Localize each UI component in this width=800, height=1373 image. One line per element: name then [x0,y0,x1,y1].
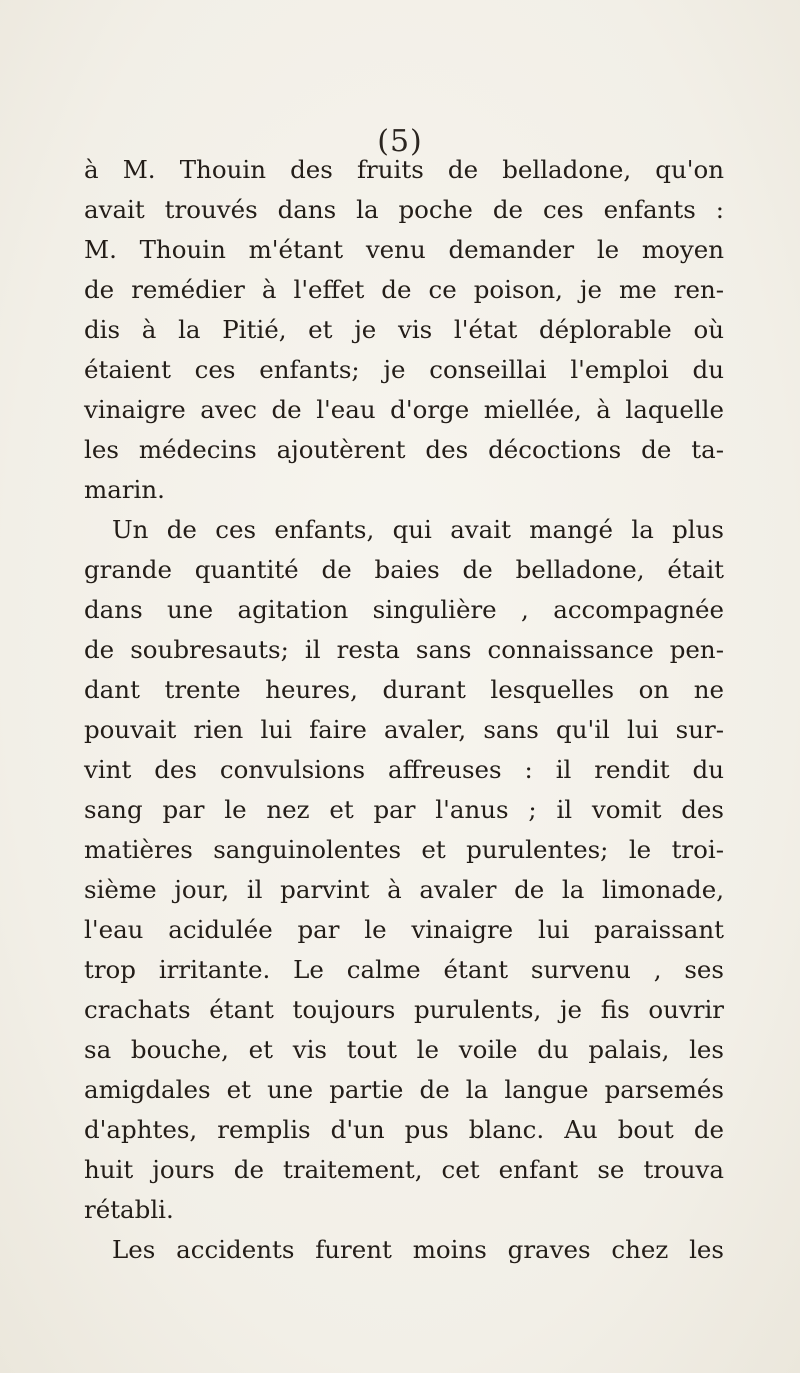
text-line: dans une agitation singulière , accompagnée [84,595,724,624]
text-line: vint des convulsions affreuses : il rendit du [84,755,724,784]
text-line: sang par le nez et par l'anus ; il vomit des [84,795,724,824]
text-line: de remédier à l'effet de ce poison, je me ren- [84,275,724,304]
text-line: dis à la Pitié, et je vis l'état déplorable où [84,315,724,344]
text-line: vinaigre avec de l'eau d'orge miellée, à laquelle [84,395,724,424]
text-line: matières sanguinolentes et purulentes; le troi- [84,835,724,864]
text-line: trop irritante. Le calme étant survenu , ses [84,955,724,984]
text-line: l'eau acidulée par le vinaigre lui paraissant [84,915,724,944]
text-line: de soubresauts; il resta sans connaissance pen- [84,635,724,664]
paragraph-start-line: Les accidents furent moins graves chez les [112,1235,724,1264]
text-line: avait trouvés dans la poche de ces enfants : [84,195,724,224]
text-line: à M. Thouin des fruits de belladone, qu'on [84,155,724,184]
text-line: dant trente heures, durant lesquelles on ne [84,675,724,704]
text-line: M. Thouin m'étant venu demander le moyen [84,235,724,264]
text-line: sa bouche, et vis tout le voile du palais, les [84,1035,724,1064]
text-line: sième jour, il parvint à avaler de la limonade, [84,875,724,904]
text-line: grande quantité de baies de belladone, était [84,555,724,584]
text-line: crachats étant toujours purulents, je fis ouvrir [84,995,724,1024]
text-line: d'aphtes, remplis d'un pus blanc. Au bout de [84,1115,724,1144]
text-line: amigdales et une partie de la langue parsemés [84,1075,724,1104]
text-line: rétabli. [84,1195,174,1224]
text-line: les médecins ajoutèrent des décoctions de ta- [84,435,724,464]
body-text [84,150,724,1270]
paragraph-start-line: Un de ces enfants, qui avait mangé la plus [112,515,724,544]
page-number: (5) [377,124,423,159]
text-line: huit jours de traitement, cet enfant se trouva [84,1155,724,1184]
text-line: étaient ces enfants; je conseillai l'emploi du [84,355,724,384]
text-line: marin. [84,475,165,504]
text-line: pouvait rien lui faire avaler, sans qu'il lui sur- [84,715,724,744]
